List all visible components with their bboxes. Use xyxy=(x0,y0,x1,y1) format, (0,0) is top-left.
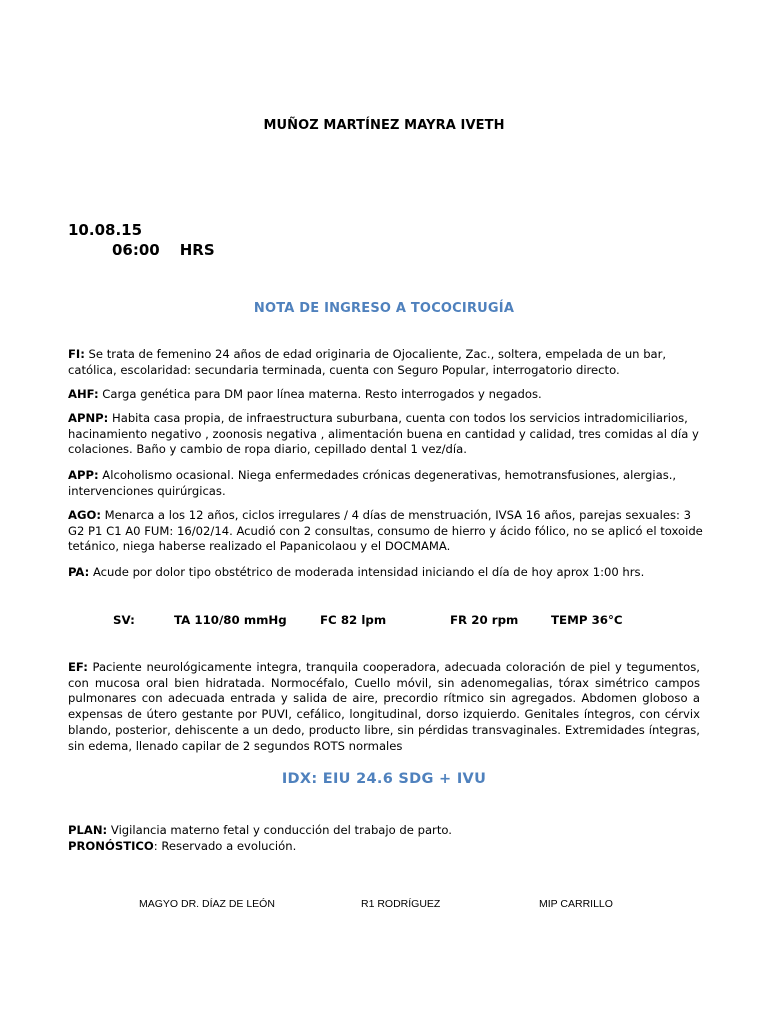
section-ago xyxy=(68,508,704,555)
section-text: Carga genética para DM paor línea materna. Resto interrogados y negados. xyxy=(98,387,542,401)
prognosis-label: PRONÓSTICO xyxy=(68,838,154,853)
prognosis-text: : Reservado a evolución. xyxy=(153,838,297,853)
section-label: AHF: xyxy=(68,387,99,401)
section-label: FI: xyxy=(68,347,85,361)
note-time xyxy=(112,241,215,259)
section-label: APP: xyxy=(68,468,99,482)
diagnosis: IDX: EIU 24.6 SDG + IVU xyxy=(281,771,487,787)
patient-name: MUÑOZ MARTÍNEZ MAYRA IVETH xyxy=(263,118,505,133)
section-label: EF: xyxy=(68,660,88,674)
signature-attending: MAGYO DR. DÍAZ DE LEÓN xyxy=(139,898,275,910)
signature-intern: MIP CARRILLO xyxy=(539,898,613,910)
signature-resident: R1 RODRÍGUEZ xyxy=(361,898,441,910)
section-label: PLAN: xyxy=(68,823,108,837)
section-apnp xyxy=(68,411,704,458)
section-plan xyxy=(68,823,704,854)
vital-temp: TEMP 36°C xyxy=(551,613,623,627)
section-app xyxy=(68,468,704,499)
section-ef xyxy=(68,660,700,754)
section-fi xyxy=(68,347,704,378)
section-text: Habita casa propia, de infraestructura suburbana, cuenta con todos los servicios intradomiciliarios, hacinamiento negativo , zoonosis negativa , alimentación buena en cantidad y calidad, tres comidas al día y colaciones. Baño y cambio de ropa diario, cepillado dental 1 vez/día. xyxy=(68,411,699,457)
time-value: 06:00 xyxy=(112,241,160,259)
section-label: AGO: xyxy=(68,508,101,522)
section-label: APNP: xyxy=(68,411,109,425)
section-pa xyxy=(68,565,704,581)
note-title: NOTA DE INGRESO A TOCOCIRUGÍA xyxy=(253,301,515,316)
section-ahf xyxy=(68,387,704,403)
section-text: Menarca a los 12 años, ciclos irregulares / 4 días de menstruación, IVSA 16 años, parejas sexuales: 3 G2 P1 C1 A0 FUM: 16/02/14. Acudió con 2 consultas, consumo de hierro y ácido fólico, no se aplicó el toxoide tetánico, niega haberse realizado el Papanicolaou y el DOCMAMA. xyxy=(68,508,703,554)
section-text: Paciente neurológicamente integra, tranquila cooperadora, adecuada coloración de piel y tegumentos, con mucosa oral bien hidratada. Normocéfalo, Cuello móvil, sin adenomegalias, tórax simétrico campos pulmonares con adecuada entrada y salida de aire, precordio rítmico sin agregados. Abdomen globoso a expensas de útero gestante por PUVI, cefálico, longitudinal, dorso izquierdo. Genitales íntegros, con cérvix blando, posterior, dehiscente a un dedo, producto libre, sin pérdidas transvaginales. Extremidades íntegras, sin edema, llenado capilar de 2 segundos ROTS normales xyxy=(68,660,700,753)
time-unit: HRS xyxy=(179,241,215,259)
vital-fc: FC 82 lpm xyxy=(320,613,387,627)
vitals-label: SV: xyxy=(113,613,135,627)
vital-ta: TA 110/80 mmHg xyxy=(174,613,287,627)
section-label: PA: xyxy=(68,565,90,579)
vital-fr: FR 20 rpm xyxy=(450,613,519,627)
section-text: Alcoholismo ocasional. Niega enfermedades crónicas degenerativas, hemotransfusiones, alergias., intervenciones quirúrgicas. xyxy=(68,468,677,498)
vital-signs xyxy=(0,613,768,633)
section-text: Se trata de femenino 24 años de edad originaria de Ojocaliente, Zac., soltera, empelada de un bar, católica, escolaridad: secundaria terminada, cuenta con Seguro Popular, interrogatorio directo. xyxy=(68,347,667,377)
section-text: Acude por dolor tipo obstétrico de moderada intensidad iniciando el día de hoy aprox 1:00 hrs. xyxy=(89,565,645,579)
section-text: Vigilancia materno fetal y conducción del trabajo de parto. xyxy=(107,823,452,837)
note-date: 10.08.15 xyxy=(68,221,143,239)
